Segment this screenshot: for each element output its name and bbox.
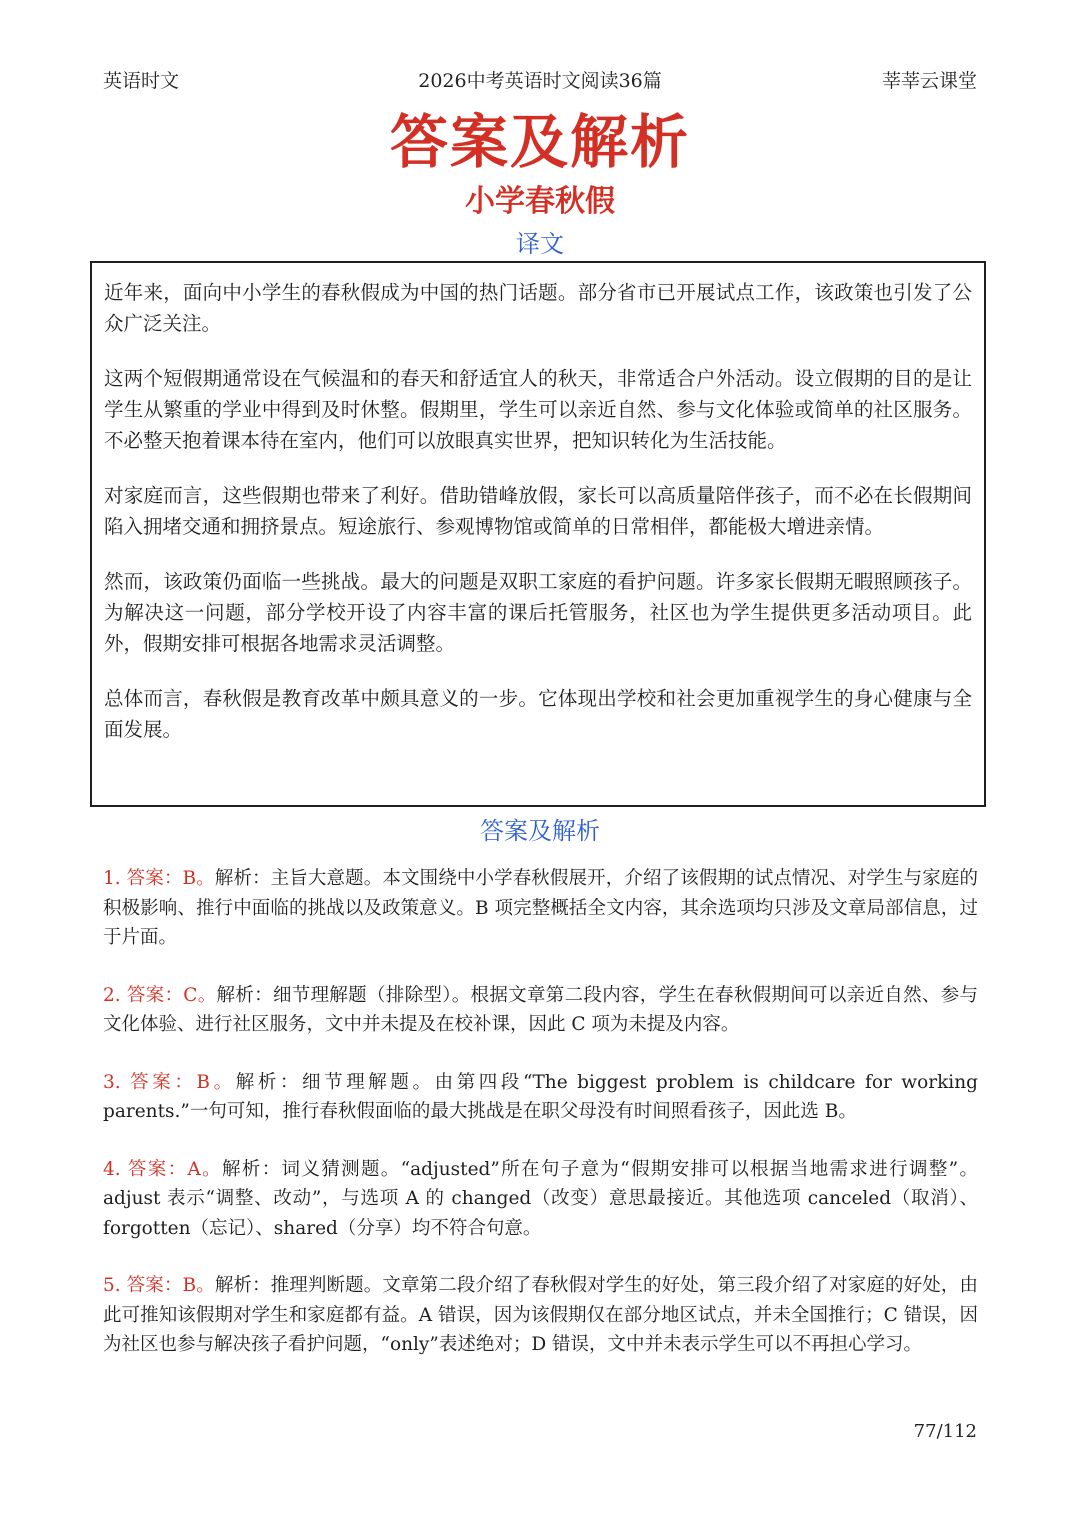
page-title: 答案及解析 — [389, 108, 690, 176]
answer-label: 5. 答案：B。 — [103, 1275, 215, 1296]
answers-list — [103, 864, 978, 1388]
answer-explanation: 解析：细节理解题。由第四段“The biggest problem is childcare for working parents.”一句可知，推行春秋假面临的最大挑战是在职父母没有时间照看孩子，因此选 B。 — [103, 1071, 978, 1122]
answer-label: 2. 答案：C。 — [103, 984, 217, 1006]
answer-item — [103, 1155, 978, 1244]
answer-item — [103, 981, 978, 1040]
header-right-text: 莘莘云课堂 — [881, 70, 977, 92]
answers-heading: 答案及解析 — [480, 817, 600, 845]
answer-explanation: 解析：词义猜测题。“adjusted”所在句子意为“假期安排可以根据当地需求进行调整”。adjust 表示“调整、改动”，与选项 A 的 changed（改变）意思最接近。其他选项 canceled（取消）、forgotten（忘记）、shared（分享）均不符合句意。 — [103, 1158, 978, 1239]
translation-paragraph: 总体而言，春秋假是教育改革中颇具意义的一步。它体现出学校和社会更加重视学生的身心健康与全面发展。 — [104, 687, 972, 741]
header-left-text: 英语时文 — [103, 70, 180, 92]
answer-item — [103, 1068, 978, 1127]
answer-label: 4. 答案：A。 — [103, 1158, 222, 1180]
translation-paragraph: 对家庭而言，这些假期也带来了利好。借助错峰放假，家长可以高质量陪伴孩子，而不必在长假期间陷入拥堵交通和拥挤景点。短途旅行、参观博物馆或简单的日常相伴，都能极大增进亲情。 — [104, 484, 972, 538]
answer-item — [103, 864, 978, 953]
page-number: 77/112 — [913, 1421, 977, 1442]
translation-heading: 译文 — [516, 230, 564, 258]
page-header — [103, 66, 977, 98]
page-subtitle: 小学春秋假 — [465, 184, 615, 219]
answer-explanation: 解析：细节理解题（排除型）。根据文章第二段内容，学生在春秋假期间可以亲近自然、参与文化体验、进行社区服务，文中并未提及在校补课，因此 C 项为未提及内容。 — [103, 984, 978, 1035]
answer-item — [103, 1271, 978, 1360]
translation-paragraph: 近年来，面向中小学生的春秋假成为中国的热门话题。部分省市已开展试点工作，该政策也引发了公众广泛关注。 — [104, 281, 972, 335]
answer-label: 1. 答案：B。 — [103, 868, 215, 889]
answer-explanation: 解析：推理判断题。文章第二段介绍了春秋假对学生的好处，第三段介绍了对家庭的好处，由此可推知该假期对学生和家庭都有益。A 错误，因为该假期仅在部分地区试点，并未全国推行；C 错误，因为社区也参与解决孩子看护问题，“only”表述绝对；D 错误，文中并未表示学生可以不再担心学习。 — [103, 1275, 978, 1355]
translation-box — [90, 261, 986, 807]
header-center-text: 2026中考英语时文阅读36篇 — [418, 70, 662, 92]
answer-label: 3. 答案：B。 — [103, 1071, 236, 1093]
translation-paragraph: 这两个短假期通常设在气候温和的春天和舒适宜人的秋天，非常适合户外活动。设立假期的目的是让学生从繁重的学业中得到及时休整。假期里，学生可以亲近自然、参与文化体验或简单的社区服务。不必整天抱着课本待在室内，他们可以放眼真实世界，把知识转化为生活技能。 — [104, 367, 972, 452]
translation-paragraph: 然而，该政策仍面临一些挑战。最大的问题是双职工家庭的看护问题。许多家长假期无暇照顾孩子。为解决这一问题，部分学校开设了内容丰富的课后托管服务，社区也为学生提供更多活动项目。此外，假期安排可根据各地需求灵活调整。 — [104, 570, 972, 655]
answer-explanation: 解析：主旨大意题。本文围绕中小学春秋假展开，介绍了该假期的试点情况、对学生与家庭的积极影响、推行中面临的挑战以及政策意义。B 项完整概括全文内容，其余选项均只涉及文章局部信息，过于片面。 — [103, 868, 978, 948]
